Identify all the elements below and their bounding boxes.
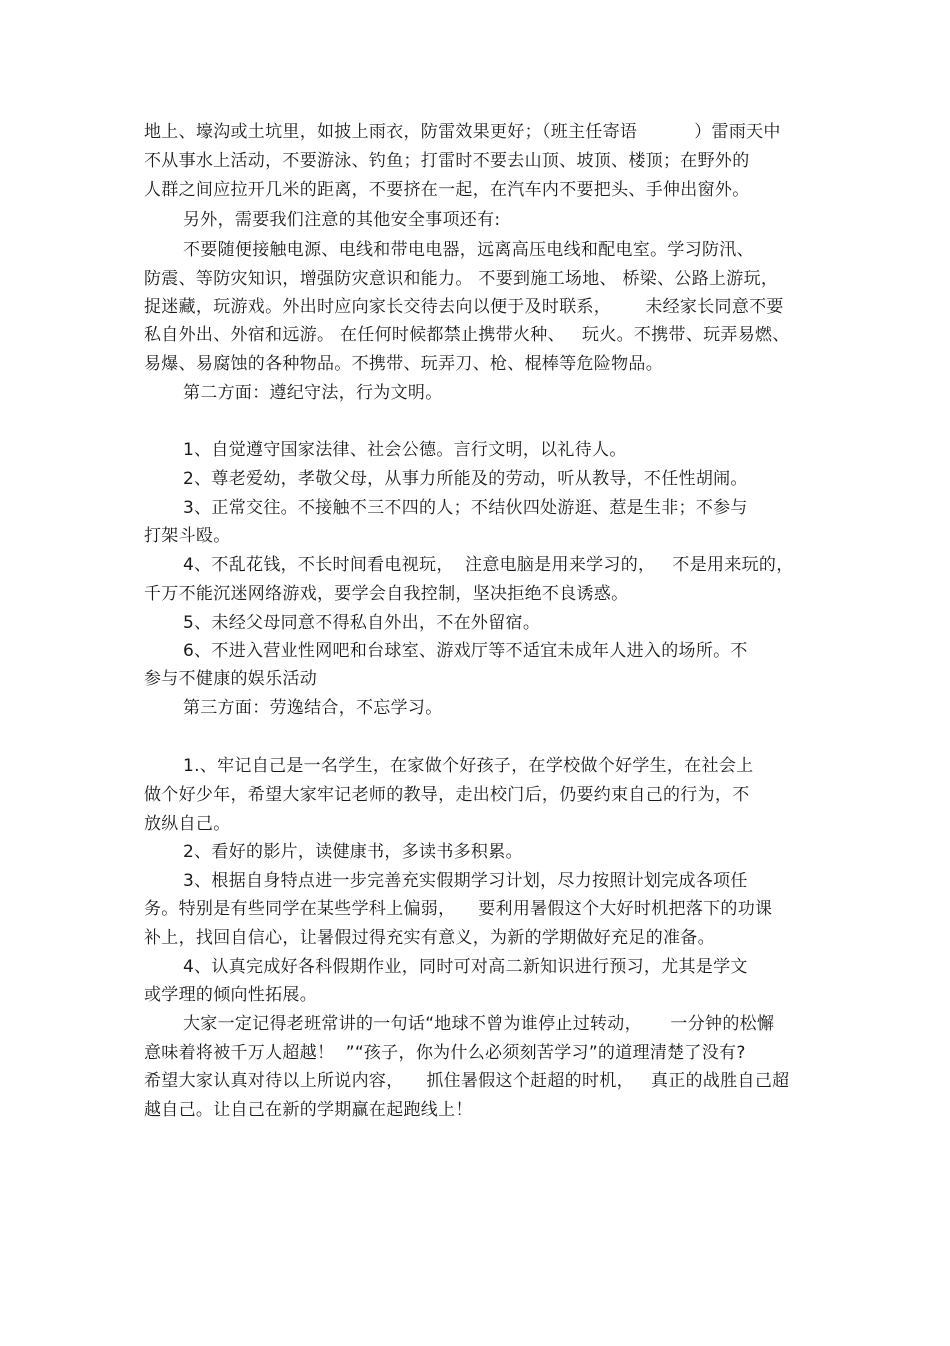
text-line: 易爆、易腐蚀的各种物品。不携带、玩弄刀、枪、棍棒等危险物品。: [144, 354, 663, 374]
list-item: 1、自觉遵守国家法律、社会公德。言行文明，以礼待人。: [183, 440, 627, 460]
text-line: 参与不健康的娱乐活动: [144, 669, 317, 689]
text-line: 私自外出、外宿和远游。 在任何时候都禁止携带火种、 玩火。不携带、玩弄易燃、: [144, 325, 790, 345]
text-line: 或学理的倾向性拓展。: [144, 985, 317, 1005]
text-line: 务。特别是有些同学在某些学科上偏弱， 要利用暑假这个大好时机把落下的功课: [144, 899, 773, 919]
text-line: 不从事水上活动，不要游泳、钓鱼；打雷时不要去山顶、坡顶、楼顶；在野外的: [144, 151, 750, 171]
list-item: 4、认真完成好各科假期作业，同时可对高二新知识进行预习，尤其是学文: [183, 957, 748, 977]
list-item: 5、未经父母同意不得私自外出，不在外留宿。: [183, 613, 541, 633]
text-line: 越自己。让自己在新的学期赢在起跑线上！: [144, 1100, 473, 1120]
text-line: 人群之间应拉开几米的距离，不要挤在一起，在汽车内不要把头、手伸出窗外。: [144, 180, 750, 200]
text-line: 捉迷藏，玩游戏。外出时应向家长交待去向以便于及时联系， 未经家长同意不要: [144, 297, 784, 317]
text-line: 补上，找回自信心，让暑假过得充实有意义，为新的学期做好充足的准备。: [144, 928, 715, 948]
text-line: 放纵自己。: [144, 814, 231, 834]
text-line: 不要随便接触电源、电线和带电电器，远离高压电线和配电室。学习防汛、: [183, 240, 754, 260]
text-line: 意味着将被千万人超越！ ”“孩子，你为什么必须刻苦学习”的道理清楚了没有?: [144, 1043, 746, 1063]
section-heading: 第三方面：劳逸结合，不忘学习。: [183, 698, 443, 718]
text-line: 另外，需要我们注意的其他安全事项还有:: [183, 210, 501, 230]
list-item: 6、不进入营业性网吧和台球室、游戏厅等不适宜未成年人进入的场所。不: [183, 641, 748, 661]
text-line: 千万不能沉迷网络游戏，要学会自我控制，坚决拒绝不良诱惑。: [144, 584, 629, 604]
section-heading: 第二方面：遵纪守法，行为文明。: [183, 383, 443, 403]
text-line: 做个好少年，希望大家牢记老师的教导，走出校门后，仍要约束自己的行为，不: [144, 785, 750, 805]
text-line: 大家一定记得老班常讲的一句话“地球不曾为谁停止过转动， 一分钟的松懈: [183, 1014, 775, 1034]
list-item: 2、尊老爱幼，孝敬父母，从事力所能及的劳动，听从教导，不任性胡闹。: [183, 469, 748, 489]
text-line: 打架斗殴。: [144, 526, 231, 546]
list-item: 2、看好的影片，读健康书，多读书多积累。: [183, 842, 523, 862]
text-line: 防震、等防灾知识，增强防灾意识和能力。 不要到施工场地、 桥梁、公路上游玩，: [144, 269, 779, 289]
list-item: 3、正常交往。不接触不三不四的人；不结伙四处游逛、惹是生非；不参与: [183, 498, 748, 518]
list-item: 1.、牢记自己是一名学生，在家做个好孩子，在学校做个好学生，在社会上: [183, 756, 754, 776]
text-line: 希望大家认真对待以上所说内容， 抓住暑假这个赶超的时机， 真正的战胜自己超: [144, 1071, 790, 1091]
text-line: 地上、壕沟或土坑里，如披上雨衣，防雷效果更好；（班主任寄语 ）雷雨天中: [144, 122, 781, 142]
list-item: 3、根据自身特点进一步完善充实假期学习计划，尽力按照计划完成各项任: [183, 871, 748, 891]
list-item: 4、不乱花钱，不长时间看电视玩， 注意电脑是用来学习的， 不是用来玩的，: [183, 555, 794, 575]
